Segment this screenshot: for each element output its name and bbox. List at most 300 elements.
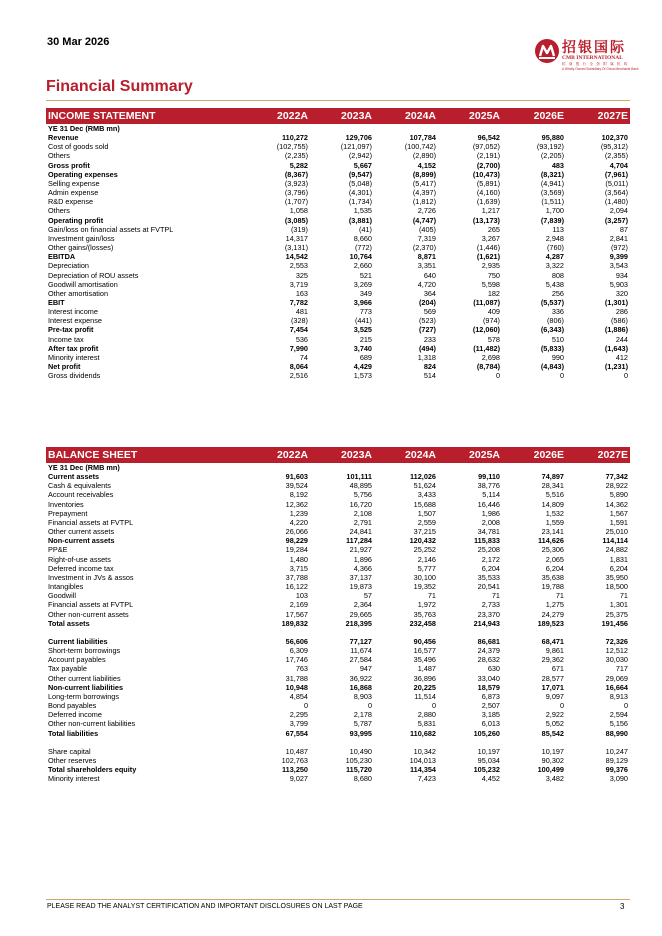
row-value: 189,523 [537,618,564,628]
row-value: 3,185 [481,710,500,720]
row-value: 15,688 [413,499,436,509]
row-value: 74,897 [541,472,564,482]
spacer-row [46,628,630,637]
row-value: 9,399 [609,252,628,262]
row-value: 99,110 [478,472,500,482]
row-value: 3,525 [353,325,372,335]
row-label: Total assets [48,618,90,628]
balance-sheet-section [46,447,630,783]
row-value: 1,217 [481,206,500,216]
row-value: 8,913 [609,691,628,701]
year-header: 2024A [374,108,438,124]
table-row [46,325,630,334]
row-value: (1,812) [412,197,436,207]
row-value [502,628,566,637]
row-value: 5,438 [545,279,564,289]
row-value: 0 [623,371,628,381]
row-value: 37,137 [349,572,372,582]
row-value: (4,843) [540,362,564,372]
table-row [46,362,630,371]
row-value: 536 [295,334,308,344]
row-value: (1,639) [476,197,500,207]
row-value: 510 [551,334,564,344]
row-value: 6,309 [289,646,308,656]
row-label: Other non-current assets [48,609,129,619]
row-value: (2,700) [476,160,500,170]
table-row [46,133,630,142]
row-value: 1,507 [417,508,436,518]
row-value: 3,715 [289,563,308,573]
row-value: 4,366 [353,563,372,573]
row-value: 105,260 [473,728,500,738]
row-value: 5,282 [289,160,308,170]
row-value: 218,395 [345,618,372,628]
table-row [46,335,630,344]
row-label: Others [48,206,70,216]
year-header: 2022A [246,108,310,124]
row-value: 412 [615,352,628,362]
table-row [46,188,630,197]
row-value: (5,537) [540,297,564,307]
row-value: 2,791 [353,517,372,527]
row-label: Interest expense [48,316,102,326]
row-value: 990 [551,352,564,362]
row-label: Share capital [48,746,91,756]
row-value: 689 [359,352,372,362]
row-value [374,124,438,133]
row-value: (5,048) [348,178,372,188]
table-row [46,261,630,270]
row-value: 37,788 [285,572,308,582]
row-value: 336 [551,307,564,317]
row-value: 56,606 [285,636,308,646]
table-row [46,573,630,582]
row-value: 20,541 [477,582,500,592]
row-value: 14,362 [605,499,628,509]
row-value: 29,665 [349,609,372,619]
row-value: (8,321) [540,169,564,179]
row-label: Non-current liabilities [48,682,124,692]
row-value [374,738,438,747]
row-value: 8,871 [417,252,436,262]
row-value: (13,173) [472,215,500,225]
row-value: (8,367) [284,169,308,179]
row-value: (4,160) [476,188,500,198]
table-row [46,124,630,133]
row-value: 2,948 [545,233,564,243]
row-label: Other amortisation [48,288,109,298]
row-value: 77,127 [349,636,372,646]
row-value: 98,229 [285,536,308,546]
row-value: (3,085) [284,215,308,225]
row-value: 4,152 [417,160,436,170]
row-value: 96,542 [477,133,500,143]
row-label: Current liabilities [48,636,108,646]
row-value: (494) [418,343,436,353]
row-value [310,463,374,472]
row-value [310,738,374,747]
row-value: 17,071 [541,682,564,692]
logo-subtitle: 招 商 银 行 全 资 附 属 机 构 [562,62,629,66]
row-value: (93,192) [536,142,564,152]
row-value: (405) [418,224,436,234]
row-value: (2,370) [412,243,436,253]
row-value: 95,880 [541,133,564,143]
row-value: 5,831 [417,719,436,729]
row-value: 325 [295,270,308,280]
row-label: Pre-tax profit [48,325,94,335]
table-row [46,463,630,472]
row-label: Short-term borrowings [48,646,121,656]
row-value: 5,756 [353,490,372,500]
row-value: 1,831 [609,554,628,564]
row-value: 91,603 [285,472,308,482]
table-row [46,298,630,307]
title-divider [46,100,630,101]
row-value: 3,799 [289,719,308,729]
row-value: 30,030 [605,655,628,665]
row-value: 28,577 [541,673,564,683]
table-row [46,225,630,234]
row-value: 90,302 [541,755,564,765]
cmbi-logo [534,36,639,76]
row-value: 1,591 [609,517,628,527]
row-value: 8,064 [289,362,308,372]
row-label: Financial assets at FVTPL [48,517,134,527]
row-value: 1,559 [545,517,564,527]
row-value: 9,097 [545,691,564,701]
row-value: 28,632 [477,655,500,665]
row-value: 16,868 [349,682,372,692]
row-value: 104,013 [409,755,436,765]
row-value: 71 [427,591,436,601]
row-value: 4,704 [609,160,628,170]
row-value: 9,027 [289,774,308,784]
row-value: 11,514 [414,691,436,701]
table-row [46,591,630,600]
row-value: 113 [552,224,564,234]
row-value: 3,267 [481,233,500,243]
row-value: 16,720 [349,499,372,509]
table-row [46,518,630,527]
row-value: 6,204 [609,563,628,573]
row-value: 189,832 [281,618,308,628]
row-label: Intangibles [48,582,84,592]
table-row [46,151,630,160]
row-value: 2,698 [481,352,500,362]
row-value: (1,707) [284,197,308,207]
year-header: 2027E [566,108,630,124]
row-label: Gross dividends [48,371,101,381]
row-label: Depreciation [48,261,89,271]
row-label: PP&E [48,545,68,555]
row-value: 483 [551,160,564,170]
row-label: Non-current assets [48,536,115,546]
row-value: 4,287 [545,252,564,262]
row-value: (806) [546,316,564,326]
row-value: 1,972 [417,600,436,610]
row-value: 4,854 [289,691,308,701]
row-value: 25,306 [541,545,564,555]
table-row [46,527,630,536]
row-value: 107,784 [409,133,436,143]
income-heading: INCOME STATEMENT [46,108,246,124]
row-value: 113,250 [282,765,308,775]
logo-chinese-name: 招银国际 [562,40,626,56]
row-value: 2,841 [609,233,628,243]
row-value: (2,890) [412,151,436,161]
row-value: (319) [290,224,308,234]
row-value: 16,446 [477,499,500,509]
row-value: 100,499 [537,765,564,775]
row-value: 93,995 [349,728,372,738]
row-value: 24,379 [477,646,500,656]
row-value: (3,796) [284,188,308,198]
row-value: 2,295 [289,710,308,720]
table-row [46,179,630,188]
row-value: 21,927 [349,545,372,555]
row-value: 25,375 [605,609,628,619]
table-row [46,490,630,499]
row-label: Long-term borrowings [48,691,119,701]
table-row [46,161,630,170]
row-label: Total liabilities [48,728,99,738]
row-value: 1,567 [609,508,628,518]
row-value: 87 [619,224,628,234]
row-label: Goodwill amortisation [48,279,118,289]
row-value: 1,480 [289,554,308,564]
row-value [438,628,502,637]
row-value: 72,326 [605,636,628,646]
row-value: 6,013 [481,719,500,729]
row-value: 26,066 [285,527,308,537]
row-value: 114,354 [410,765,436,775]
row-label: Investment gain/loss [48,233,115,243]
row-value: 2,108 [353,508,372,518]
row-value: 1,986 [481,508,500,518]
row-label: Current assets [48,472,100,482]
row-value: 7,990 [289,343,308,353]
row-value: 1,573 [353,371,372,381]
row-label: Income tax [48,334,84,344]
row-value: 31,788 [285,673,308,683]
row-value: 16,664 [605,682,628,692]
table-row [46,610,630,619]
row-value: 2,169 [289,600,308,610]
row-value: 110,682 [410,728,436,738]
row-value: 0 [623,701,628,711]
row-value [502,738,566,747]
row-value: 19,788 [541,582,564,592]
row-value: 9,861 [545,646,564,656]
row-label: Tax payable [48,664,87,674]
table-row [46,170,630,179]
row-value: 89,129 [605,755,628,765]
row-value: 2,178 [353,710,372,720]
row-value: 514 [423,371,436,381]
row-value: 117,284 [346,536,372,546]
row-value: 2,733 [481,600,500,610]
row-value: (4,941) [540,178,564,188]
table-row [46,637,630,646]
row-value: 2,726 [417,206,436,216]
row-value: 364 [423,288,436,298]
row-value: 2,922 [545,710,564,720]
row-value: 67,554 [285,728,308,738]
row-value: (727) [418,325,436,335]
row-value: 1,700 [545,206,564,216]
row-label: EBITDA [48,252,76,262]
row-label: Depreciation of ROU assets [48,270,139,280]
table-row [46,555,630,564]
row-value [566,463,630,472]
row-value: 0 [559,371,564,381]
row-value: 5,777 [417,563,436,573]
table-row [46,683,630,692]
row-value: (204) [418,297,436,307]
row-label: Prepayment [48,508,88,518]
row-value: 191,456 [601,618,628,628]
row-value: (7,961) [604,169,628,179]
row-value: 102,763 [281,755,308,765]
row-value: (12,060) [472,325,500,335]
row-value: 35,638 [541,572,564,582]
row-value: 34,781 [477,527,500,537]
row-value: 2,094 [609,206,628,216]
table-row [46,234,630,243]
row-value: (5,833) [540,343,564,353]
row-label: Deferred income tax [48,563,114,573]
balance-sheet-body [46,463,630,783]
row-value: (11,087) [473,297,500,307]
row-value: 4,429 [353,362,372,372]
row-value: (121,097) [340,142,372,152]
row-label: Admin expense [48,188,99,198]
row-value: 163 [295,288,308,298]
row-label [46,738,246,747]
row-value: 29,362 [541,655,564,665]
row-value: 5,787 [353,719,372,729]
table-row [46,674,630,683]
footer-divider [46,899,630,900]
row-value: (2,235) [284,151,308,161]
row-value: 18,500 [605,582,628,592]
row-value: (11,482) [473,343,500,353]
row-value: 16,577 [413,646,436,656]
row-value: (2,191) [476,151,500,161]
row-value: 0 [303,701,308,711]
row-value: 35,533 [477,572,500,582]
year-header: 2024A [374,447,438,463]
row-value: 18,579 [477,682,500,692]
row-value: (97,052) [472,142,500,152]
row-value: 2,008 [481,517,500,527]
row-value: 521 [359,270,372,280]
row-value: 2,880 [417,710,436,720]
row-value: 14,542 [285,252,308,262]
row-label: Investment in JVs & assos [48,572,134,582]
row-value: (3,569) [540,188,564,198]
table-row [46,252,630,261]
row-value: 640 [423,270,436,280]
row-value: 2,516 [289,371,308,381]
row-value: 5,903 [609,279,628,289]
row-value: 2,507 [481,701,500,711]
row-value: 39,524 [285,481,308,491]
row-value: 19,352 [413,582,436,592]
row-value: (41) [359,224,372,234]
year-header: 2022A [246,447,310,463]
row-value: 7,454 [289,325,308,335]
table-row [46,646,630,655]
year-header: 2025A [438,108,502,124]
balance-header-row [46,447,630,463]
row-value: 6,204 [545,563,564,573]
row-value: 481 [295,307,308,317]
row-value: (10,473) [472,169,500,179]
income-statement-body [46,124,630,380]
row-label: Others [48,151,70,161]
row-value: 68,471 [541,636,564,646]
row-value: 286 [615,307,628,317]
row-value: 5,598 [481,279,500,289]
row-value: 99,376 [605,765,628,775]
row-value: (972) [610,243,628,253]
row-value: 233 [423,334,436,344]
row-value: (772) [354,243,372,253]
row-value: 256 [551,288,564,298]
row-value: 33,040 [477,673,500,683]
row-value: (760) [546,243,564,253]
row-value: 3,482 [545,774,564,784]
row-value: 25,010 [605,527,628,537]
row-value: 10,247 [605,746,628,756]
row-value: 2,146 [417,554,436,564]
row-value: (1,643) [604,343,628,353]
balance-sheet-table [46,447,630,783]
table-row [46,710,630,719]
row-value: (1,511) [541,197,564,207]
row-value: 5,156 [609,719,628,729]
row-value: 105,230 [345,755,372,765]
row-label: Gross profit [48,160,90,170]
row-label: Selling expense [48,178,100,188]
row-value: 2,660 [353,261,372,271]
row-value: 349 [359,288,372,298]
table-row [46,747,630,756]
row-value: 1,535 [353,206,372,216]
row-value: (5,417) [412,178,436,188]
row-value: 265 [487,224,500,234]
row-value: 244 [615,334,628,344]
row-label: Minority interest [48,774,100,784]
row-value: 17,567 [285,609,308,619]
row-label: YE 31 Dec (RMB mn) [48,463,120,472]
row-label: Other non-current liabilities [48,719,136,729]
row-label [46,628,246,637]
row-value: 7,782 [289,297,308,307]
row-value: 3,351 [417,261,436,271]
row-value: 671 [551,664,564,674]
row-value: 103 [295,591,308,601]
row-value: 20,225 [413,682,436,692]
row-value: 2,553 [289,261,308,271]
row-value: (3,881) [348,215,372,225]
row-value: 57 [363,591,372,601]
row-value: 0 [559,701,564,711]
row-value: 36,896 [413,673,436,683]
row-value [246,124,310,133]
